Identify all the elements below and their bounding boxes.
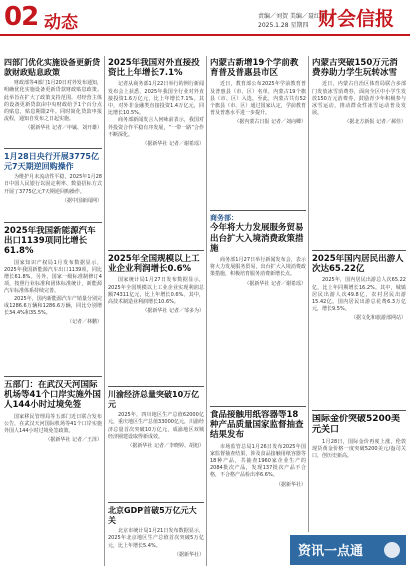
article-gold-price xyxy=(312,414,406,530)
article-headline: 今年将大力发展服务贸易出台扩大入境消费政策措施 xyxy=(210,223,304,254)
article-byline: （据文化和旅游部网站） xyxy=(350,315,406,322)
article-body: 记者从商务部1月22日举行的例行新闻发布会上获悉，2025年我国全行业对外直接投资1.6万亿元，比上年增长7.1%。其中，对外非金融类直接投资1.4万亿元，同比增长10.5%。 xyxy=(108,81,204,117)
article-byline: （据新华社 记者／李晓婷、胡旭） xyxy=(127,443,204,449)
article-headline: 五部门：在武汉天河国际机场等41个口岸实施外国人144小时过境免签 xyxy=(4,380,101,411)
article-headline: 内蒙古新增19个学前教育普及普惠县市区 xyxy=(210,58,299,79)
article-headline: 1月28日央行开展3775亿元7天期逆回购操作 xyxy=(4,152,99,171)
article-byline: （据北方新报 记者／郝佳） xyxy=(344,119,406,126)
article-divider xyxy=(210,210,306,211)
article-headline: 内蒙古突破150万元消费券助力学生玩转冰雪 xyxy=(312,58,398,79)
article-headline: 2025年国内居民出游人次达65.22亿 xyxy=(312,254,404,275)
column-divider xyxy=(308,56,309,532)
article-body: 近日，内蒙古自治区体育局联合多部门发放冰雪消费券，面向全区中小学生发放150万元消费券，鼓励青少年积极参与冰雪运动，推动群众性冰雪运动普及发展。 xyxy=(312,81,406,117)
article-body: 商务部1月27日举行新闻发布会，表示将大力发展服务贸易，出台扩大入境消费政策措施，积极培育服务消费新增长点。 xyxy=(210,256,306,278)
article-byline: （据新华社 记者／申铖、刘开雄） xyxy=(25,125,102,132)
newspaper-logo: 财会信报 xyxy=(318,8,395,30)
article-headline: 川渝经济总量突破10万亿元 xyxy=(108,390,200,409)
article-byline: （据新华社） xyxy=(173,551,204,558)
article-body: 1月28日，国际金价再度上涨，伦敦现货黄金价格一度突破5200美元/盎司关口，创历史新高。 xyxy=(312,438,406,459)
article-byline: （据新华社 记者／谢希瑶） xyxy=(244,280,306,287)
article-beijing-gdp xyxy=(108,506,204,568)
article-divider xyxy=(108,386,204,387)
article-domestic-travel xyxy=(312,254,406,408)
article-ice-snow-vouchers xyxy=(312,58,406,248)
header-rule xyxy=(0,34,410,36)
article-body: 国家知识产权局1月发布数据显示，2025年我国新能源汽车出口1139项，同比增长61.8%。另外，国家一级标准制修订4项，按照行业标准和团体标准统计，新能源汽车标准体系持续完善。 xyxy=(4,259,102,295)
article-divider xyxy=(4,148,102,149)
article-sichuan-chongqing xyxy=(108,390,204,500)
column-divider xyxy=(206,56,207,566)
article-body: 商务部新闻发言人何咏前表示，我国对外投资合作平稳有序发展，“一带一路”合作不断深化。 xyxy=(108,117,204,138)
article-byline: （据内蒙古日报 记者／刘向卿） xyxy=(234,119,306,126)
article-headline: 四部门优化实施设备更新贷款财政贴息政策 xyxy=(4,58,100,77)
article-divider xyxy=(210,406,306,407)
article-body: 北京市统计局1月21日发布数据显示，2025年北京地区生产总值首次突破5万亿元，比上年增长5.4%。 xyxy=(108,528,204,549)
article-body: 财政部等4部门1月20日对外发布通知，明确优化实施设备更新贷款财政贴息政策。此举旨在扩大了政策支持范围，对经营主体的设备更新贷款由中央财政给予1个百分点的贴息，贴息期限2年。同时简化贷款申报流程，通知自发布之日起实施。 xyxy=(4,80,102,123)
article-body: 近日，教育部公布2025年学前教育普及普惠县（市、区）名单，内蒙古19个旗县（市、区）入选。至此，内蒙古共有52个旗县（市、区）通过国家认定，学前教育普及普惠水平进一步提升。 xyxy=(210,81,306,117)
editor-line: 责编／刘贺 美编／聂红霞 xyxy=(258,13,326,20)
article-body: 2025年，四川地区生产总值62000亿元，重庆地区生产总值33000亿元，川渝经济总量首次突破10万亿元，成渝地区双城经济圈建设取得新成效。 xyxy=(108,412,204,440)
article-headline: 2025年我国新能源汽车出口1139项同比增长61.8% xyxy=(4,226,96,257)
article-outbound-investment xyxy=(108,58,204,248)
section-title: 动态 xyxy=(44,13,78,33)
article-byline: （据中国新闻网） xyxy=(61,197,102,204)
info-icon xyxy=(384,542,400,558)
article-body: 2025年，国内新能源汽车产销量分别完成1286.6万辆和1286.6万辆，同比分别增长34.4%和35.5%。 xyxy=(4,295,102,316)
article-body: 为维护月末流动性平稳，2025年1月28日中国人民银行以固定利率、数量招标方式开展了3775亿元7天期逆回购操作。 xyxy=(4,174,102,195)
page-number: 02 xyxy=(4,2,39,32)
article-preschool-education xyxy=(210,58,306,208)
article-reverse-repo xyxy=(4,152,102,220)
banner-label: 资讯一点通 xyxy=(298,544,364,559)
article-headline: 2025年全国规模以上工业企业利润增长0.6% xyxy=(108,254,200,275)
article-divider xyxy=(312,250,406,251)
article-divider xyxy=(4,376,102,377)
article-visa-free xyxy=(4,380,102,568)
article-body: 市场监管总局1月26日发布2025年国家监督抽查结果，涉及食品接触用纸容器等18种产品，共抽查1960家企业生产的2084批次产品，发现137批次产品不合格，不合格产品检出率6.6%。 xyxy=(210,443,306,479)
article-divider xyxy=(108,502,204,503)
article-headline: 北京GDP首破5万亿元大关 xyxy=(108,506,197,525)
article-body: 2025年，国内居民出游总人次65.22亿，比上年同期增长16.2%。其中，城镇居民出游人次49.8亿，农村居民出游15.42亿。国内居民出游总花费6.3万亿元，增长9.5%。 xyxy=(312,277,406,313)
issue-date: 2025.1.28 星期四 xyxy=(258,22,309,29)
article-divider xyxy=(312,410,406,411)
article-divider xyxy=(108,250,204,251)
article-kicker: 商务部： xyxy=(210,214,238,222)
column-divider xyxy=(104,56,105,566)
article-headline: 食品接触用纸容器等18种产品质量国家监督抽查结果发布 xyxy=(210,410,304,441)
news-digest-banner xyxy=(290,535,406,565)
article-industrial-profit xyxy=(108,254,204,384)
article-body: 国家统计局1月27日发布数据显示，2025年全国规模以上工业企业实现利润总额74311亿元，比上年增长0.6%。其中，高技术制造业利润增长10.6%。 xyxy=(108,277,204,305)
article-byline: （记者／林鹏） xyxy=(66,319,102,326)
article-byline: （据新华社 记者／王泽） xyxy=(45,437,102,444)
page-header xyxy=(0,0,410,54)
article-body: 国家移民管理局等五部门近日联合发布公告，在武汉天河国际机场等41个口岸实施外国人144小时过境免签政策。 xyxy=(4,413,102,434)
article-nev-standards xyxy=(4,226,102,374)
article-byline: （据新华社 记者／谢希瑶） xyxy=(142,141,204,147)
article-headline: 国际金价突破5200美元关口 xyxy=(312,414,401,435)
article-service-trade xyxy=(210,214,306,404)
article-byline: （据新华社 记者／邹多为） xyxy=(142,308,204,315)
article-equipment-loan xyxy=(4,58,102,146)
article-byline: （据新华社） xyxy=(275,481,306,488)
article-divider xyxy=(4,222,102,223)
article-headline: 2025年我国对外直接投资比上年增长7.1% xyxy=(108,58,200,79)
